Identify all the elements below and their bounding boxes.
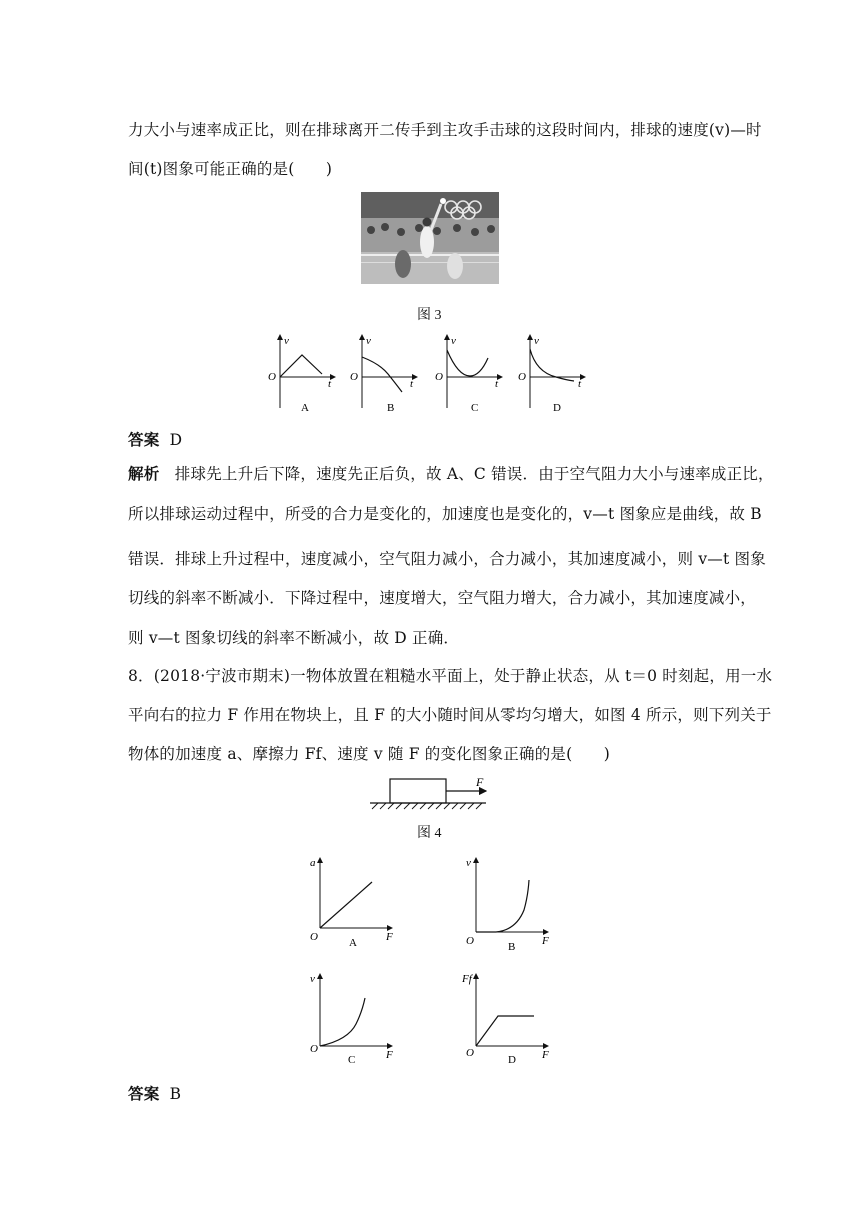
graph-b-option: B [387,402,395,414]
q7-analysis-label: 解析 [128,464,160,483]
graph-b-origin: O [350,371,358,383]
option-c-x-label: F [386,1049,393,1061]
graph-a [268,335,335,414]
graph-d-v-label: v [534,335,539,347]
q7-analysis-line-5: 则 v—t 图象切线的斜率不断减小，故 D 正确． [128,629,460,647]
q7-answer [128,428,182,450]
graph-c-origin: O [435,371,443,383]
graph-b [350,335,417,414]
graph-d-t-label: t [578,378,582,390]
option-c-graph [310,973,393,1066]
option-c-label: C [348,1054,356,1066]
q8-text-line-2: 平向右的拉力 F 作用在物块上，且 F 的大小随时间从零均匀增大，如图 4 所示，则下列关于 [128,706,772,724]
option-d-y-label: Ff [462,973,472,985]
option-d-graph [461,973,549,1066]
figure-4-option-graphs [0,850,860,1070]
option-a-origin: O [310,931,318,943]
option-d-x-label: F [542,1049,549,1061]
graph-d-option: D [553,402,561,414]
q7-text-line-2: 间(t)图象可能正确的是( ) [128,160,333,178]
q7-analysis-line-2: 所以排球运动过程中，所受的合力是变化的，加速度也是变化的，v—t 图象应是曲线，故 B [128,505,762,523]
option-a-label: A [349,937,357,949]
q7-analysis-line-4: 切线的斜率不断减小．下降过程中，速度增大，空气阻力增大，合力减小，其加速度减小， [128,589,757,607]
option-b-origin: O [466,935,474,947]
graph-c-option: C [471,402,479,414]
q8-answer-label: 答案 [128,1084,160,1103]
figure-4-caption: 图 4 [417,826,442,841]
q8-answer-value: B [169,1085,182,1103]
q8-answer [128,1082,181,1104]
graph-c-t-label: t [495,378,499,390]
option-b-y-label: v [466,857,471,869]
q7-analysis-line-1: 解析 排球先上升后下降，速度先正后负，故 A、C 错误．由于空气阻力大小与速率成正比， [128,464,774,483]
figure-3-vt-graphs [0,330,860,430]
figure-4-block-diagram [0,772,860,822]
force-label: F [476,775,484,789]
option-b-label: B [508,941,516,953]
option-c-origin: O [310,1043,318,1055]
graph-a-option: A [301,402,309,414]
graph-d-origin: O [518,371,526,383]
option-a-y-label: a [310,857,316,869]
graph-d [518,335,585,414]
option-d-origin: O [466,1047,474,1059]
q8-text-line-1: 8．(2018·宁波市期末)一物体放置在粗糙水平面上，处于静止状态，从 t＝0 时刻起，用一水 [128,667,773,685]
graph-b-v-label: v [366,335,371,347]
graph-c-v-label: v [451,335,456,347]
option-c-y-label: v [310,973,315,985]
option-a-graph [310,857,393,949]
graph-a-v-label: v [284,335,289,347]
figure-3-caption: 图 3 [417,308,442,323]
graph-c [435,335,502,414]
q7-analysis-line-3: 错误．排球上升过程中，速度减小，空气阻力减小，合力减小，其加速度减小，则 v—t 图象 [128,550,766,568]
graph-a-origin: O [268,371,276,383]
option-b-graph [466,857,549,953]
option-d-label: D [508,1054,516,1066]
graph-a-t-label: t [328,378,332,390]
q7-text-line-1: 力大小与速率成正比，则在排球离开二传手到主攻手击球的这段时间内，排球的速度(v)—时 [128,121,762,139]
option-b-x-label: F [542,935,549,947]
q8-text-line-3: 物体的加速度 a、摩擦力 Ff、速度 v 随 F 的变化图象正确的是( ) [128,745,611,763]
q7-answer-value: D [169,431,183,449]
volleyball-photo [361,192,499,284]
q7-answer-label: 答案 [128,430,160,449]
option-a-x-label: F [386,931,393,943]
graph-b-t-label: t [410,378,414,390]
